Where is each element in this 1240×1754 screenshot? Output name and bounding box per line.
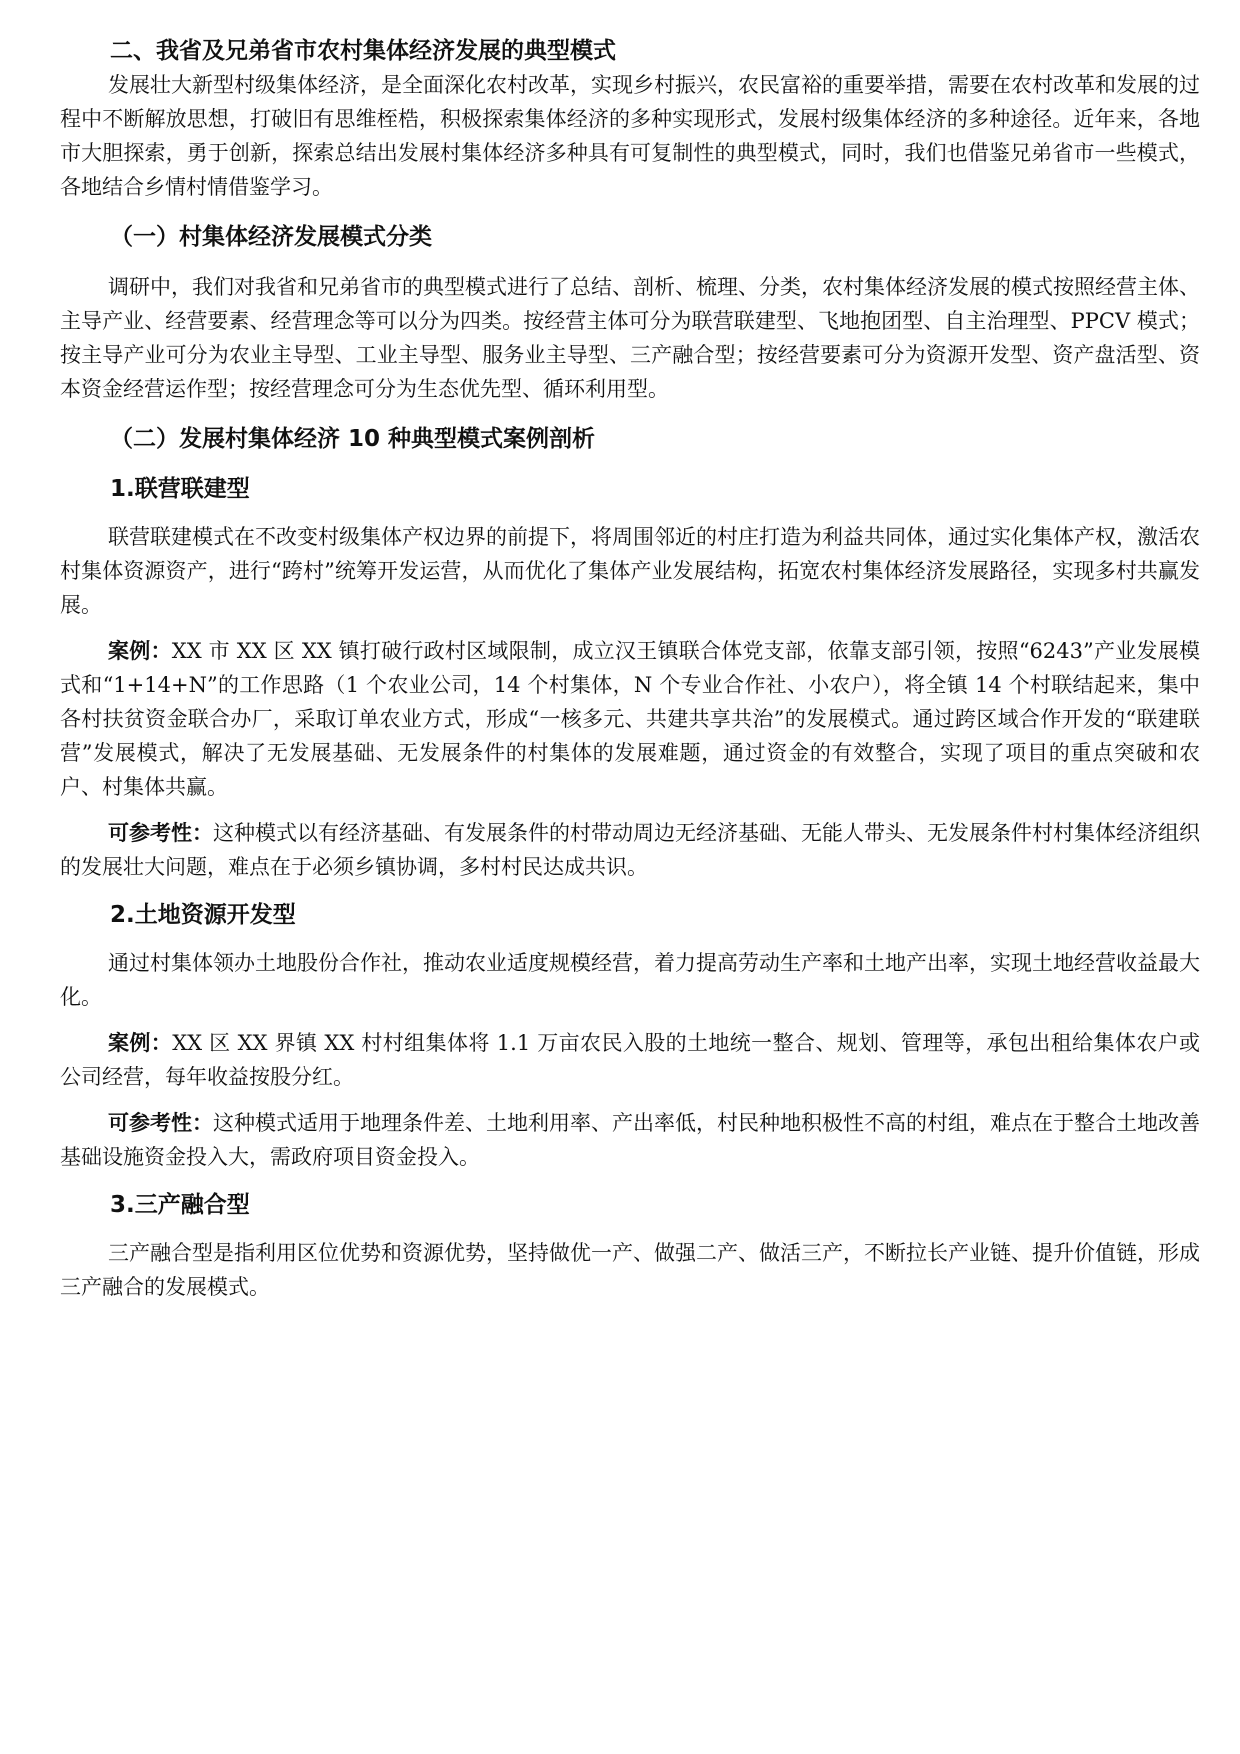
- case-label: 案例：: [108, 639, 172, 663]
- model-2-title: 2.土地资源开发型: [110, 902, 296, 928]
- reference-text: 这种模式适用于地理条件差、土地利用率、产出率低，村民种地积极性不高的村组，难点在于整合土地改善基础设施资金投入大，需政府项目资金投入。: [60, 1111, 1200, 1169]
- intro-paragraph: 发展壮大新型村级集体经济，是全面深化农村改革，实现乡村振兴，农民富裕的重要举措，需要在农村改革和发展的过程中不断解放思想，打破旧有思维桎梏，积极探索集体经济的多种实现形式，发展村级集体经济的多种途径。近年来，各地市大胆探索，勇于创新，探索总结出发展村集体经济多种具有可复制性的典型模式，同时，我们也借鉴兄弟省市一些模式，各地结合乡情村情借鉴学习。: [60, 73, 1200, 199]
- case-label: 案例：: [108, 1031, 173, 1055]
- case-text: XX 市 XX 区 XX 镇打破行政村区域限制，成立汉王镇联合体党支部，依靠支部引领，按照“6243”产业发展模式和“1+14+N”的工作思路（1 个农业公司，14 个村集体，N 个专业合作社、小农户），将全镇 14 个村联结起来，集中各村扶贫资金联合办厂，采取订单农业方式，形成“一核多元、共建共享共治”的发展模式。通过跨区域合作开发的“联建联营”发展模式，解决了无发展基础、无发展条件的村集体的发展难题，通过资金的有效整合，实现了项目的重点突破和农户、村集体共赢。: [60, 639, 1201, 799]
- model-2-reference: [60, 1106, 1200, 1174]
- model-2-description: 通过村集体领办土地股份合作社，推动农业适度规模经营，着力提高劳动生产率和土地产出率，实现土地经营收益最大化。: [60, 951, 1200, 1009]
- model-1-description: 联营联建模式在不改变村级集体产权边界的前提下，将周围邻近的村庄打造为利益共同体，通过实化集体产权，激活农村集体资源资产，进行“跨村”统筹开发运营，从而优化了集体产业发展结构，拓宽农村集体经济发展路径，实现多村共赢发展。: [60, 525, 1200, 617]
- case-text: XX 区 XX 界镇 XX 村村组集体将 1.1 万亩农民入股的土地统一整合、规划、管理等，承包出租给集体农户或公司经营，每年收益按股分红。: [60, 1031, 1201, 1089]
- subsection-title-classification: （一）村集体经济发展模式分类: [110, 224, 432, 250]
- model-2-case: [60, 1026, 1200, 1094]
- model-3-description: 三产融合型是指利用区位优势和资源优势，坚持做优一产、做强二产、做活三产，不断拉长产业链、提升价值链，形成三产融合的发展模式。: [60, 1241, 1200, 1299]
- reference-text: 这种模式以有经济基础、有发展条件的村带动周边无经济基础、无能人带头、无发展条件村村集体经济组织的发展壮大问题，难点在于必须乡镇协调，多村村民达成共识。: [60, 821, 1200, 879]
- section-title: 二、我省及兄弟省市农村集体经济发展的典型模式: [110, 38, 616, 64]
- reference-label: 可参考性：: [108, 821, 213, 845]
- subsection-title-cases: （二）发展村集体经济 10 种典型模式案例剖析: [110, 426, 596, 452]
- classification-paragraph: 调研中，我们对我省和兄弟省市的典型模式进行了总结、剖析、梳理、分类，农村集体经济发展的模式按照经营主体、主导产业、经营要素、经营理念等可以分为四类。按经营主体可分为联营联建型、飞地抱团型、自主治理型、PPCV 模式；按主导产业可分为农业主导型、工业主导型、服务业主导型、三产融合型；按经营要素可分为资源开发型、资产盘活型、资本资金经营运作型；按经营理念可分为生态优先型、循环利用型。: [60, 275, 1200, 401]
- model-1-case: [60, 634, 1200, 804]
- model-1-reference: [60, 816, 1200, 884]
- model-3-title: 3.三产融合型: [110, 1192, 250, 1218]
- model-1-title: 1.联营联建型: [110, 476, 250, 502]
- reference-label: 可参考性：: [108, 1111, 213, 1135]
